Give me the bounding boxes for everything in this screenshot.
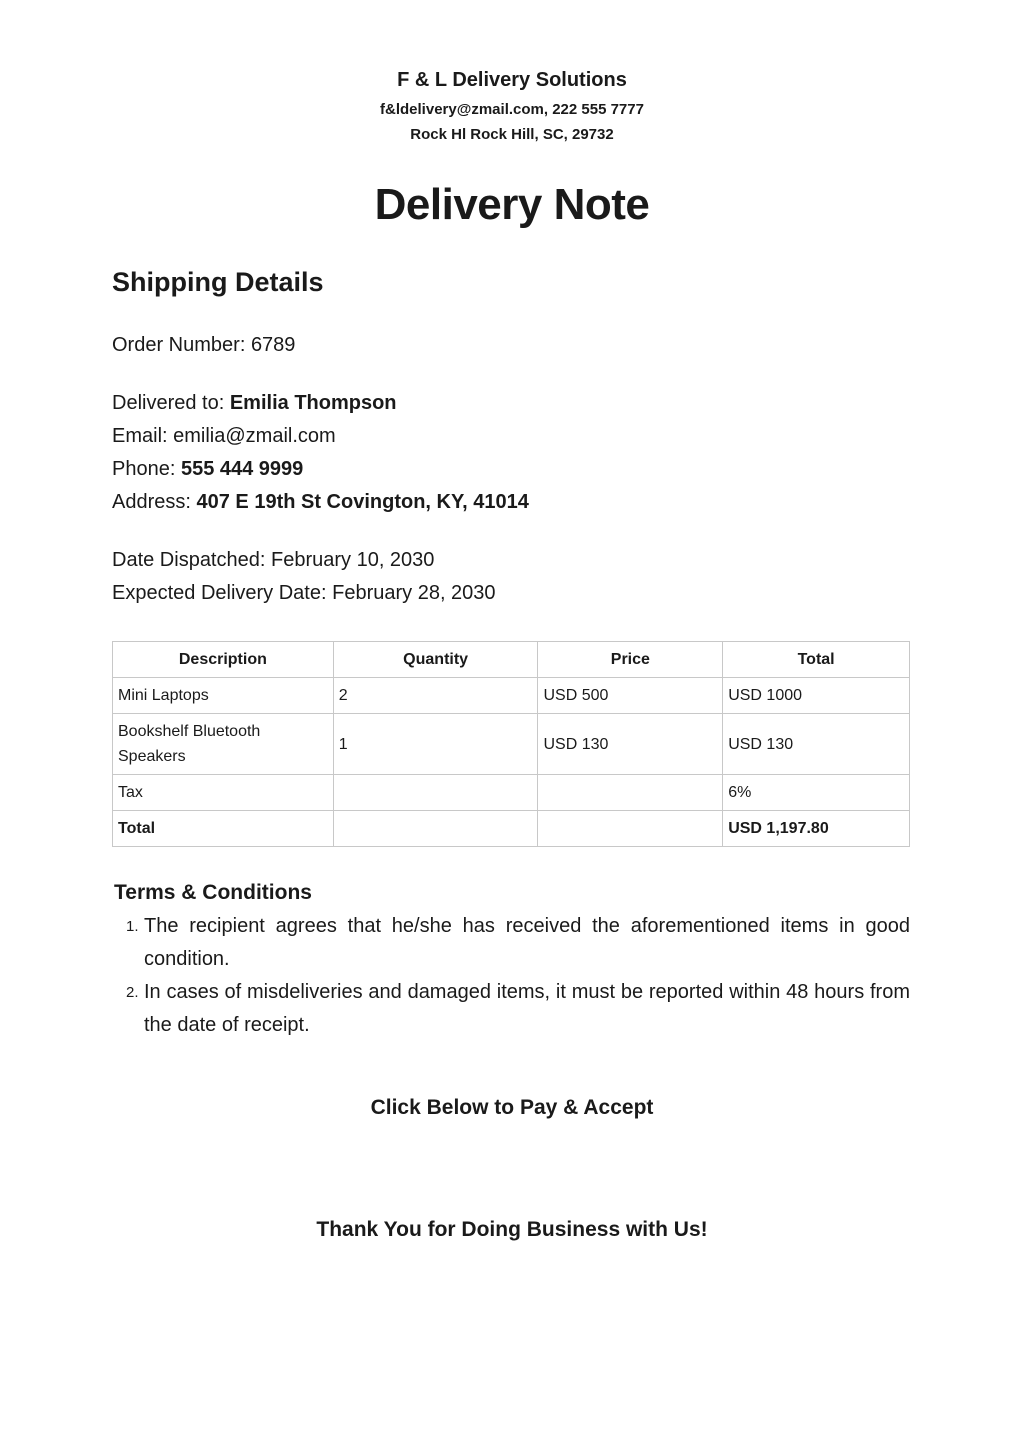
terms-heading: Terms & Conditions xyxy=(114,881,312,904)
expected-value: February 28, 2030 xyxy=(332,582,496,604)
email-label: Email: xyxy=(112,425,168,447)
header-quantity: Quantity xyxy=(333,642,538,678)
table-header-row xyxy=(113,642,910,678)
cell-total: USD 1,197.80 xyxy=(723,811,910,847)
phone-value: 555 444 9999 xyxy=(180,458,304,480)
dispatched-label: Date Dispatched: xyxy=(112,549,266,571)
cell-quantity xyxy=(333,775,538,811)
order-number-value: 6789 xyxy=(250,334,296,356)
term-text: The recipient agrees that he/she has received the aforementioned items in good condition. xyxy=(144,915,910,970)
cell-quantity: 2 xyxy=(333,678,538,714)
dispatched-value: February 10, 2030 xyxy=(270,549,435,571)
list-number: 1. xyxy=(126,918,139,935)
terms-list xyxy=(126,910,910,1042)
header-price: Price xyxy=(538,642,723,678)
address-value: 407 E 19th St Covington, KY, 41014 xyxy=(196,491,529,513)
phone-label: Phone: xyxy=(112,458,176,480)
phone-line xyxy=(112,458,303,481)
cell-price xyxy=(538,811,723,847)
term-text: In cases of misdeliveries and damaged items, it must be reported within 48 hours from the date of receipt. xyxy=(144,981,910,1036)
company-address: Rock Hl Rock Hill, SC, 29732 xyxy=(410,126,614,143)
delivered-to-value: Emilia Thompson xyxy=(229,392,397,414)
list-item xyxy=(126,910,910,976)
items-table xyxy=(112,641,910,847)
address-line xyxy=(112,491,529,514)
expected-line xyxy=(112,582,496,605)
shipping-heading: Shipping Details xyxy=(112,267,324,297)
company-name: F & L Delivery Solutions xyxy=(397,69,627,91)
delivered-to-line xyxy=(112,392,397,415)
table-row xyxy=(113,775,910,811)
cell-total: USD 130 xyxy=(723,714,910,775)
delivered-to-label: Delivered to: xyxy=(112,392,225,414)
pay-accept-link[interactable]: Click Below to Pay & Accept xyxy=(370,1096,654,1119)
table-row xyxy=(113,714,910,775)
table-total-row xyxy=(113,811,910,847)
cell-price: USD 130 xyxy=(538,714,723,775)
cell-description: Bookshelf Bluetooth Speakers xyxy=(113,714,334,775)
cell-description: Tax xyxy=(113,775,334,811)
cell-description: Total xyxy=(113,811,334,847)
cell-total: USD 1000 xyxy=(723,678,910,714)
address-label: Address: xyxy=(112,491,191,513)
order-number-line xyxy=(112,334,295,357)
table-row xyxy=(113,678,910,714)
header-description: Description xyxy=(113,642,334,678)
cell-quantity: 1 xyxy=(333,714,538,775)
email-value: emilia@zmail.com xyxy=(173,425,336,447)
expected-label: Expected Delivery Date: xyxy=(112,582,327,604)
order-number-label: Order Number: xyxy=(112,334,246,356)
cell-price xyxy=(538,775,723,811)
cell-total: 6% xyxy=(723,775,910,811)
header-total: Total xyxy=(723,642,910,678)
list-number: 2. xyxy=(126,984,139,1001)
cell-price: USD 500 xyxy=(538,678,723,714)
closing-message: Thank You for Doing Business with Us! xyxy=(316,1218,708,1241)
cell-description: Mini Laptops xyxy=(113,678,334,714)
list-item xyxy=(126,976,910,1042)
page-title: Delivery Note xyxy=(374,180,650,229)
email-line xyxy=(112,425,336,448)
company-contact: f&ldelivery@zmail.com, 222 555 7777 xyxy=(380,101,644,118)
cell-quantity xyxy=(333,811,538,847)
dispatched-line xyxy=(112,549,434,572)
